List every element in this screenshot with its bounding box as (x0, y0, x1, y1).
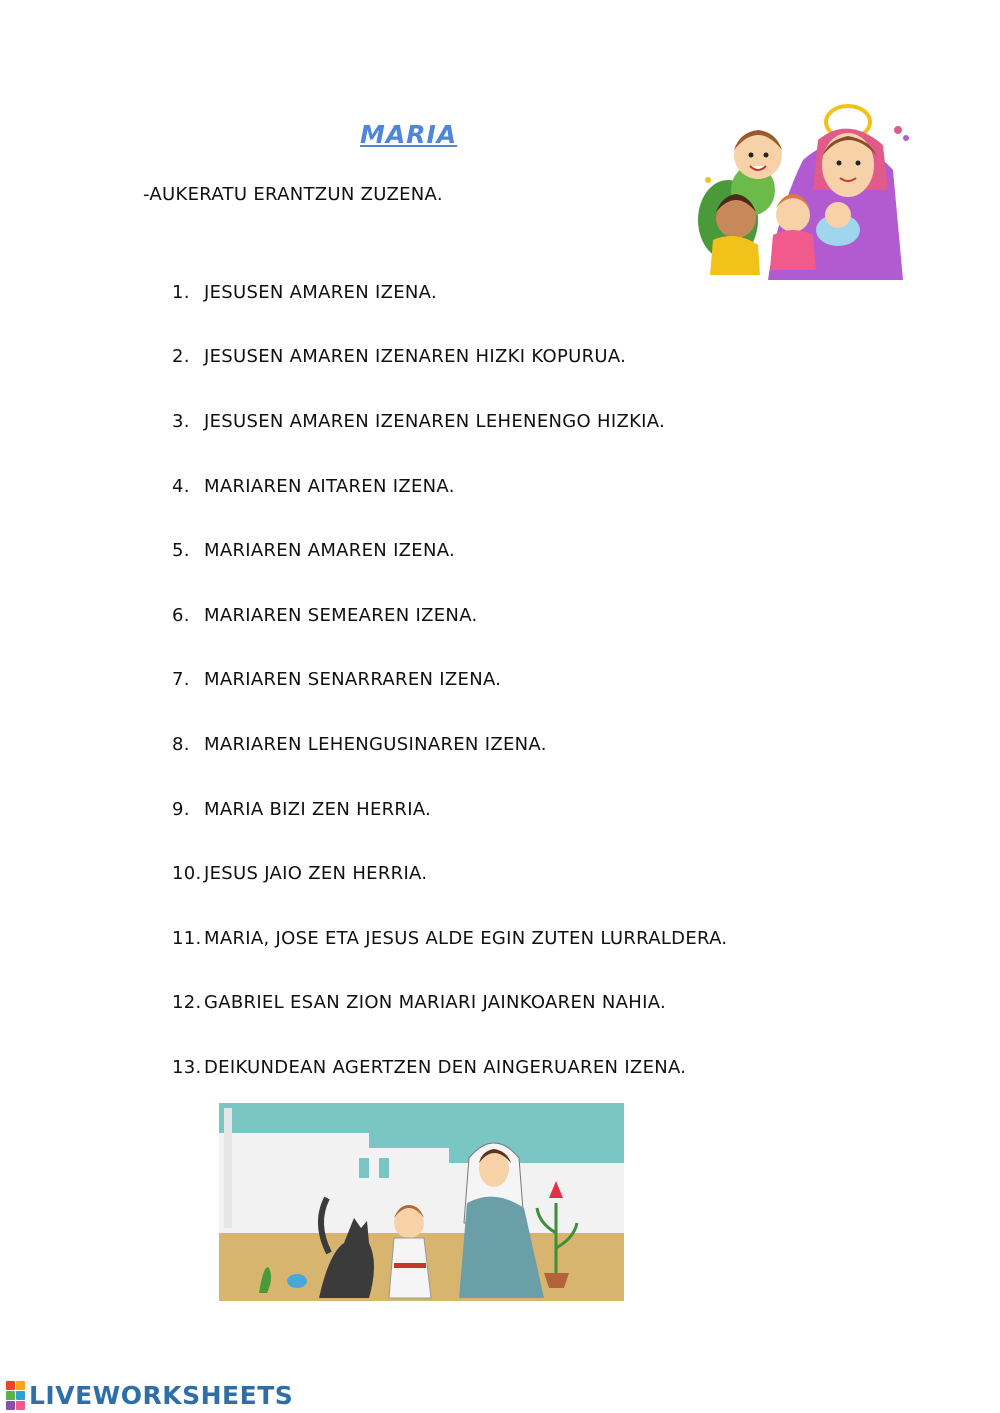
question-item: 1. JESUSEN AMAREN IZENA. (172, 282, 437, 303)
logo-text: LIVEWORKSHEETS (29, 1380, 294, 1410)
question-item: 12. GABRIEL ESAN ZION MARIARI JAINKOAREN NAHIA. (172, 992, 667, 1013)
question-text: JESUS JAIO ZEN HERRIA. (204, 863, 428, 884)
question-text: MARIAREN SENARRAREN IZENA. (204, 669, 502, 690)
question-text: JESUSEN AMAREN IZENA. (204, 282, 437, 303)
question-text: GABRIEL ESAN ZION MARIARI JAINKOAREN NAHIA. (204, 992, 667, 1013)
question-item: 7. MARIAREN SENARRAREN IZENA. (172, 669, 502, 690)
liveworksheets-logo[interactable] (6, 1380, 293, 1410)
mary-with-children-illustration (698, 100, 913, 285)
question-text: MARIA BIZI ZEN HERRIA. (204, 799, 432, 820)
question-text: MARIAREN SEMEAREN IZENA. (204, 605, 478, 626)
question-item: 2. JESUSEN AMAREN IZENAREN HIZKI KOPURUA. (172, 346, 627, 367)
question-item: 13. DEIKUNDEAN AGERTZEN DEN AINGERUAREN IZENA. (172, 1057, 687, 1078)
question-text: MARIAREN AITAREN IZENA. (204, 476, 455, 497)
question-text: JESUSEN AMAREN IZENAREN HIZKI KOPURUA. (204, 346, 627, 367)
page-title: MARIA (360, 120, 458, 149)
logo-blocks-icon (6, 1381, 25, 1410)
question-text: MARIA, JOSE ETA JESUS ALDE EGIN ZUTEN LURRALDERA. (204, 928, 728, 949)
question-item: 11. MARIA, JOSE ETA JESUS ALDE EGIN ZUTEN LURRALDERA. (172, 928, 728, 949)
question-item: 3. JESUSEN AMAREN IZENAREN LEHENENGO HIZKIA. (172, 411, 666, 432)
question-text: DEIKUNDEAN AGERTZEN DEN AINGERUAREN IZENA. (204, 1057, 687, 1078)
question-item: 4. MARIAREN AITAREN IZENA. (172, 476, 455, 497)
question-text: MARIAREN LEHENGUSINAREN IZENA. (204, 734, 547, 755)
question-item: 9. MARIA BIZI ZEN HERRIA. (172, 799, 432, 820)
question-item: 5. MARIAREN AMAREN IZENA. (172, 540, 456, 561)
question-item: 10. JESUS JAIO ZEN HERRIA. (172, 863, 428, 884)
question-item: 6. MARIAREN SEMEAREN IZENA. (172, 605, 478, 626)
question-text: MARIAREN AMAREN IZENA. (204, 540, 456, 561)
instruction-text: -AUKERATU ERANTZUN ZUZENA. (143, 184, 443, 205)
question-text: JESUSEN AMAREN IZENAREN LEHENENGO HIZKIA. (204, 411, 666, 432)
question-item: 8. MARIAREN LEHENGUSINAREN IZENA. (172, 734, 547, 755)
mary-and-child-scene-illustration (219, 1103, 624, 1301)
